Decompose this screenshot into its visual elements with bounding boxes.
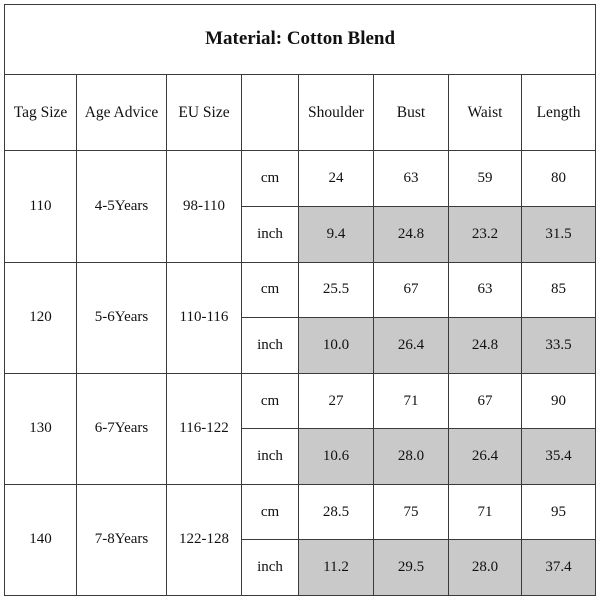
- table-row: [5, 373, 596, 429]
- shoulder-cell: 27: [299, 373, 374, 429]
- length-cell: 37.4: [522, 540, 596, 596]
- age-advice-cell: 7-8Years: [77, 484, 167, 595]
- age-advice-cell: 5-6Years: [77, 262, 167, 373]
- bust-cell: 63: [374, 151, 449, 207]
- table-row: [5, 484, 596, 540]
- length-cell: 31.5: [522, 207, 596, 263]
- tag-size-cell: 110: [5, 151, 77, 262]
- bust-cell: 75: [374, 484, 449, 540]
- header-row: [5, 74, 596, 151]
- length-cell: 33.5: [522, 318, 596, 374]
- waist-cell: 59: [449, 151, 522, 207]
- waist-cell: 28.0: [449, 540, 522, 596]
- waist-cell: 23.2: [449, 207, 522, 263]
- unit-cell: cm: [242, 262, 299, 318]
- eu-size-cell: 116-122: [167, 373, 242, 484]
- size-chart-table: [4, 4, 596, 596]
- waist-cell: 63: [449, 262, 522, 318]
- header-shoulder: Shoulder: [299, 74, 374, 151]
- unit-cell: inch: [242, 318, 299, 374]
- header-unit: [242, 74, 299, 151]
- waist-cell: 67: [449, 373, 522, 429]
- header-bust: Bust: [374, 74, 449, 151]
- header-age-advice: Age Advice: [77, 74, 167, 151]
- waist-cell: 24.8: [449, 318, 522, 374]
- unit-cell: inch: [242, 540, 299, 596]
- tag-size-cell: 130: [5, 373, 77, 484]
- bust-cell: 29.5: [374, 540, 449, 596]
- table-row: [5, 262, 596, 318]
- bust-cell: 24.8: [374, 207, 449, 263]
- unit-cell: cm: [242, 151, 299, 207]
- bust-cell: 26.4: [374, 318, 449, 374]
- shoulder-cell: 9.4: [299, 207, 374, 263]
- shoulder-cell: 25.5: [299, 262, 374, 318]
- tag-size-cell: 140: [5, 484, 77, 595]
- shoulder-cell: 24: [299, 151, 374, 207]
- age-advice-cell: 6-7Years: [77, 373, 167, 484]
- waist-cell: 71: [449, 484, 522, 540]
- unit-cell: cm: [242, 484, 299, 540]
- tag-size-cell: 120: [5, 262, 77, 373]
- header-tag-size: Tag Size: [5, 74, 77, 151]
- unit-cell: cm: [242, 373, 299, 429]
- shoulder-cell: 10.6: [299, 429, 374, 485]
- eu-size-cell: 98-110: [167, 151, 242, 262]
- unit-cell: inch: [242, 429, 299, 485]
- shoulder-cell: 11.2: [299, 540, 374, 596]
- table-title: Material: Cotton Blend: [5, 5, 596, 75]
- bust-cell: 28.0: [374, 429, 449, 485]
- eu-size-cell: 122-128: [167, 484, 242, 595]
- eu-size-cell: 110-116: [167, 262, 242, 373]
- length-cell: 95: [522, 484, 596, 540]
- table-row: [5, 151, 596, 207]
- length-cell: 35.4: [522, 429, 596, 485]
- bust-cell: 71: [374, 373, 449, 429]
- header-eu-size: EU Size: [167, 74, 242, 151]
- shoulder-cell: 28.5: [299, 484, 374, 540]
- age-advice-cell: 4-5Years: [77, 151, 167, 262]
- length-cell: 90: [522, 373, 596, 429]
- header-length: Length: [522, 74, 596, 151]
- bust-cell: 67: [374, 262, 449, 318]
- length-cell: 80: [522, 151, 596, 207]
- waist-cell: 26.4: [449, 429, 522, 485]
- length-cell: 85: [522, 262, 596, 318]
- header-waist: Waist: [449, 74, 522, 151]
- unit-cell: inch: [242, 207, 299, 263]
- shoulder-cell: 10.0: [299, 318, 374, 374]
